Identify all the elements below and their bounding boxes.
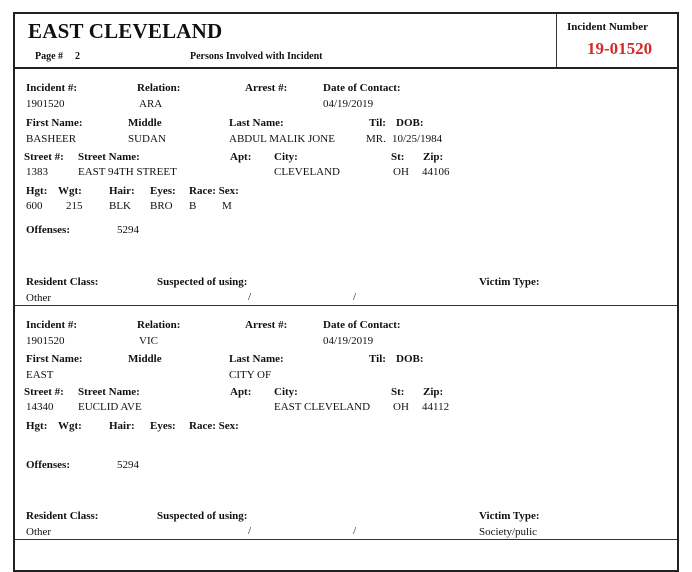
label-eyes: Eyes:: [150, 420, 176, 432]
label-race-sex: Race: Sex:: [189, 420, 239, 432]
label-last-name: Last Name:: [229, 353, 284, 365]
label-hgt: Hgt:: [26, 185, 48, 197]
header-divider: [15, 67, 677, 69]
label-wgt: Wgt:: [58, 185, 82, 197]
label-street-name: Street Name:: [78, 386, 140, 398]
report-title: EAST CLEVELAND: [28, 19, 223, 43]
value-resident-class: Other: [26, 526, 52, 538]
label-city: City:: [274, 151, 298, 163]
value-zip: 44112: [422, 401, 450, 413]
label-suspected-of-using: Suspected of using:: [157, 510, 248, 522]
label-street-no: Street #:: [24, 151, 64, 163]
value-date-of-contact: 04/19/2019: [323, 98, 374, 110]
value-hgt: 600: [26, 200, 43, 212]
value-relation: ARA: [139, 98, 163, 110]
person-divider-bottom: [15, 539, 677, 540]
label-til: Til:: [369, 353, 386, 365]
value-last-name: ABDUL MALIK JONE: [229, 133, 335, 145]
value-street-no: 1383: [26, 166, 48, 178]
value-resident-class: Other: [26, 292, 52, 304]
value-wgt: 215: [66, 200, 83, 212]
label-zip: Zip:: [423, 151, 444, 163]
value-street-name: EAST 94TH STREET: [78, 166, 177, 178]
label-hair: Hair:: [109, 420, 135, 432]
label-apt: Apt:: [230, 386, 252, 398]
header-divider-vertical: [556, 14, 557, 68]
value-victim-type: Society/pulic: [479, 526, 538, 538]
report-subtitle: Persons Involved with Incident: [190, 51, 323, 62]
label-arrest: Arrest #:: [245, 319, 288, 331]
label-resident-class: Resident Class:: [26, 510, 99, 522]
label-offenses: Offenses:: [26, 224, 70, 236]
label-apt: Apt:: [230, 151, 252, 163]
value-dob: 10/25/1984: [392, 133, 443, 145]
label-race-sex: Race: Sex:: [189, 185, 239, 197]
value-date-of-contact: 04/19/2019: [323, 335, 374, 347]
label-victim-type: Victim Type:: [479, 276, 540, 288]
value-last-name: CITY OF: [229, 369, 272, 381]
suspected-slash-1: /: [248, 525, 252, 537]
value-race: B: [189, 200, 197, 212]
label-street-no: Street #:: [24, 386, 64, 398]
label-hair: Hair:: [109, 185, 135, 197]
value-offenses: 5294: [117, 459, 139, 471]
label-city: City:: [274, 386, 298, 398]
suspected-slash-1: /: [248, 291, 252, 303]
label-middle: Middle: [128, 353, 162, 365]
label-wgt: Wgt:: [58, 420, 82, 432]
value-eyes: BRO: [150, 200, 173, 212]
report-frame: [13, 12, 679, 572]
value-st: OH: [393, 401, 409, 413]
value-incident: 1901520: [26, 98, 65, 110]
label-resident-class: Resident Class:: [26, 276, 99, 288]
page-number: 2: [75, 51, 80, 62]
label-offenses: Offenses:: [26, 459, 70, 471]
label-dob: DOB:: [396, 353, 424, 365]
label-date-of-contact: Date of Contact:: [323, 82, 401, 94]
label-incident: Incident #:: [26, 319, 78, 331]
page-label: Page #: [35, 51, 64, 62]
incident-number: 19-01520: [587, 39, 653, 58]
suspected-slash-2: /: [353, 525, 357, 537]
label-first-name: First Name:: [26, 117, 83, 129]
value-city: EAST CLEVELAND: [274, 401, 371, 413]
value-sex: M: [222, 200, 232, 212]
value-street-no: 14340: [26, 401, 54, 413]
value-middle: SUDAN: [128, 133, 166, 145]
label-middle: Middle: [128, 117, 162, 129]
label-st: St:: [391, 386, 405, 398]
label-victim-type: Victim Type:: [479, 510, 540, 522]
label-st: St:: [391, 151, 405, 163]
label-relation: Relation:: [137, 319, 181, 331]
label-first-name: First Name:: [26, 353, 83, 365]
value-relation: VIC: [139, 335, 158, 347]
label-date-of-contact: Date of Contact:: [323, 319, 401, 331]
label-suspected-of-using: Suspected of using:: [157, 276, 248, 288]
label-incident: Incident #:: [26, 82, 78, 94]
label-relation: Relation:: [137, 82, 181, 94]
person-divider: [15, 305, 677, 306]
label-zip: Zip:: [423, 386, 444, 398]
value-offenses: 5294: [117, 224, 139, 236]
label-dob: DOB:: [396, 117, 424, 129]
label-til: Til:: [369, 117, 386, 129]
value-hair: BLK: [109, 200, 131, 212]
label-arrest: Arrest #:: [245, 82, 288, 94]
label-eyes: Eyes:: [150, 185, 176, 197]
suspected-slash-2: /: [353, 291, 357, 303]
value-til: MR.: [366, 133, 386, 145]
label-last-name: Last Name:: [229, 117, 284, 129]
value-st: OH: [393, 166, 409, 178]
incident-number-label: Incident Number: [567, 21, 648, 33]
value-incident: 1901520: [26, 335, 65, 347]
value-city: CLEVELAND: [274, 166, 340, 178]
value-street-name: EUCLID AVE: [78, 401, 142, 413]
label-hgt: Hgt:: [26, 420, 48, 432]
value-zip: 44106: [422, 166, 450, 178]
label-street-name: Street Name:: [78, 151, 140, 163]
value-first-name: BASHEER: [26, 133, 77, 145]
value-first-name: EAST: [26, 369, 54, 381]
